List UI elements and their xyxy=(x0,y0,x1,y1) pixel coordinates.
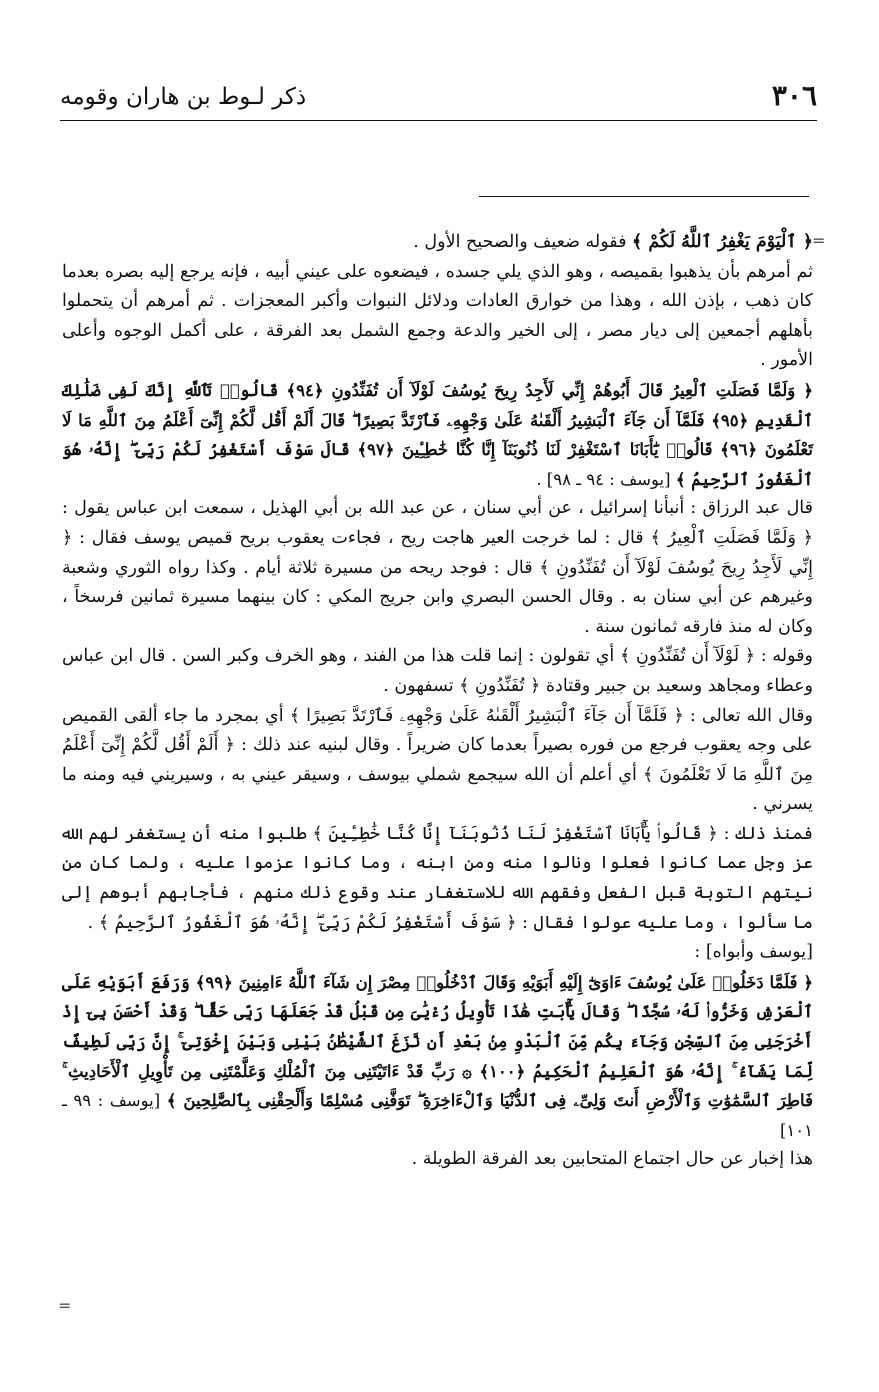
paragraph-7: هذا إخبار عن حال اجتماع المتحابين بعد الفرقة الطويلة . xyxy=(411,1149,813,1170)
quran-verse-block-1 xyxy=(62,376,813,494)
verse-text: ﴿ وَلَمَّا فَصَلَتِ ٱلْعِيرُ قَالَ أَبُوهُمْ إِنِّي لَأَجِدُ رِيحَ يُوسُفَ لَوْلَآ أَن تُفَنِّدُونِ ﴿٩٤﴾ قَالُوا۟ تَٱللَّهِ إِنَّكَ لَفِى ضَلَٰلِكَ ٱلْقَدِيمِ ﴿٩٥﴾ فَلَمَّآ أَن جَآءَ ٱلْبَشِيرُ أَلْقَىٰهُ عَلَىٰ وَجْهِهِۦ فَٱرْتَدَّ بَصِيرًا ۖ قَالَ أَلَمْ أَقُل لَّكُمْ إِنِّىٓ أَعْلَمُ مِنَ ٱللَّهِ مَا لَا تَعْلَمُونَ ﴿٩٦﴾ قَالُوا۟ يَٰٓأَبَانَا ٱسْتَغْفِرْ لَنَا ذُنُوبَنَآ إِنَّا كُنَّا خَٰطِـِٔينَ ﴿٩٧﴾ قَالَ سَوْفَ أَسْتَغْفِرُ لَكُمْ رَبِّىٓ ۖ إِنَّهُۥ هُوَ ٱلْغَفُورُ ٱلرَّحِيمُ ﴾ xyxy=(62,380,813,489)
verse-text: ﴿ فَلَمَّا دَخَلُوا۟ عَلَىٰ يُوسُفَ ءَاوَىٰٓ إِلَيْهِ أَبَوَيْهِ وَقَالَ ٱدْخُلُوا۟ مِصْرَ إِن شَآءَ ٱللَّهُ ءَامِنِينَ ﴿٩٩﴾ وَرَفَعَ أَبَوَيْهِ عَلَى ٱلْعَرْشِ وَخَرُّوا۟ لَهُۥ سُجَّدًا ۖ وَقَالَ يَٰٓأَبَتِ هَٰذَا تَأْوِيلُ رُءْيَٰىَ مِن قَبْلُ قَدْ جَعَلَهَا رَبِّى حَقًّا ۖ وَقَدْ أَحْسَنَ بِىٓ إِذْ أَخْرَجَنِى مِنَ ٱلسِّجْنِ وَجَآءَ بِكُم مِّنَ ٱلْبَدْوِ مِنۢ بَعْدِ أَن نَّزَغَ ٱلشَّيْطَٰنُ بَيْنِى وَبَيْنَ إِخْوَتِىٓ ۚ إِنَّ رَبِّى لَطِيفٌ لِّمَا يَشَآءُ ۚ إِنَّهُۥ هُوَ ٱلْعَلِيمُ ٱلْحَكِيمُ ﴿١٠٠﴾ ۞ رَبِّ قَدْ ءَاتَيْتَنِى مِنَ ٱلْمُلْكِ وَعَلَّمْتَنِى مِن تَأْوِيلِ ٱلْأَحَادِيثِ ۚ فَاطِرَ ٱلسَّمَٰوَٰتِ وَٱلْأَرْضِ أَنتَ وَلِىِّۦ فِى ٱلدُّنْيَا وَٱلْءَاخِرَةِ ۖ تَوَفَّنِى مُسْلِمًا وَأَلْحِقْنِى بِٱلصَّٰلِحِينَ ﴾ xyxy=(62,972,814,1111)
paragraph-1 xyxy=(62,228,813,258)
page-header xyxy=(60,80,817,121)
margin-mark-bottom: = xyxy=(58,1296,72,1315)
page-number: ٣٠٦ xyxy=(771,79,817,112)
verse-reference: [يوسف : ٩٤ ـ ٩٨] . xyxy=(536,469,676,489)
section-heading: [يوسف وأبواه] : xyxy=(694,942,813,963)
paragraph-text: فقوله ضعيف والصحيح الأول . xyxy=(413,232,633,252)
verse-reference: [يوسف : ٩٩ ـ ١٠١] xyxy=(62,1091,813,1140)
paragraph-4: وقوله : ﴿ لَوْلَآ أَن تُفَنِّدُونِ ﴾ أي تقولون : إنما قلت هذا من الفند ، وهو الخرف وكبر السن . قال ابن عباس وعطاء ومجاهد وسعيد بن جبير وقتادة ﴿ تُفَنِّدُونِ ﴾ تسفهون . xyxy=(62,646,813,696)
margin-mark-top: = xyxy=(812,231,826,250)
footnote-rule xyxy=(479,196,809,197)
paragraph-3: قال عبد الرزاق : أنبأنا إسرائيل ، عن أبي سنان ، عن عبد الله بن أبي الهذيل ، سمعت ابن عباس يقول : ﴿ وَلَمَّا فَصَلَتِ ٱلْعِيرُ ﴾ قال : لما خرجت العير هاجت ريح ، فجاءت يعقوب بريح قميص يوسف فقال : ﴿ إِنِّي لَأَجِدُ رِيحَ يُوسُفَ لَوْلَآ أَن تُفَنِّدُونِ ﴾ قال : فوجد ريحه من مسيرة ثلاثة أيام . وكذا رواه الثوري وشعبة وغيرهم عن أبي سنان به . وقال الحسن البصري وابن جريج المكي : كان بينهما مسيرة ثمانين فرسخاً ، وكان له منذ فارقه ثمانون سنة . xyxy=(62,498,813,637)
paragraph-5: وقال الله تعالى : ﴿ فَلَمَّآ أَن جَآءَ ٱلْبَشِيرُ أَلْقَىٰهُ عَلَىٰ وَجْهِهِۦ فَٱرْتَدَّ بَصِيرًا ﴾ أي بمجرد ما جاء ألقى القميص على وجه يعقوب فرجع من فوره بصيراً بعدما كان ضريراً . وقال لبنيه عند ذلك : ﴿ أَلَمْ أَقُل لَّكُمْ إِنِّىٓ أَعْلَمُ مِنَ ٱللَّهِ مَا لَا تَعْلَمُونَ ﴾ أي أعلم أن الله سيجمع شملي بيوسف ، وسيقر عيني به ، وسيريني فيه ومنه ما يسرني . xyxy=(62,705,813,815)
paragraph-2: ثم أمرهم بأن يذهبوا بقميصه ، وهو الذي يلي جسده ، فيضعوه على عيني أبيه ، فإنه يرجع إليه بصره بعدما كان ذهب ، بإذن الله ، وهذا من خوارق العادات ودلائل النبوات وأكبر المعجزات . ثم أمرهم أن يتحملوا بأهلهم أجمعين إلى ديار مصر ، إلى الخير والدعة وجمع الشمل بعد الفرقة ، على أكمل الوجوه وأعلى الأمور . xyxy=(62,261,813,371)
quran-quote: ﴿ ٱلْيَوْمَ يَغْفِرُ ٱللَّهُ لَكُمْ ﴾ xyxy=(632,232,813,252)
page-body xyxy=(62,228,813,1175)
quran-verse-block-2 xyxy=(62,968,813,1146)
running-title: ذكر لـوط بن هاران وقومه xyxy=(60,84,307,110)
paragraph-6: فمنذ ذلك : ﴿ قَالُوا۟ يَٰٓأَبَانَا ٱسْتَغْفِرْ لَنَا ذُنُوبَنَآ إِنَّا كُنَّا خَٰطِـِٔينَ ﴾ طلبوا منه أن يستغفر لهم الله عز وجل عما كانوا فعلوا ونالوا منه ومن ابنه ، وما كانوا عزموا عليه ، ولما كان من نيتهم التوبة قبل الفعل وفقهم الله للاستغفار عند وقوع ذلك منهم ، فأجابهم أبوهم إلى ما سألوا ، وما عليه عولوا فقال : ﴿ سَوْفَ أَسْتَغْفِرُ لَكُمْ رَبِّىٓ ۖ إِنَّهُۥ هُوَ ٱلْغَفُورُ ٱلرَّحِيمُ ﴾ . xyxy=(62,823,813,933)
